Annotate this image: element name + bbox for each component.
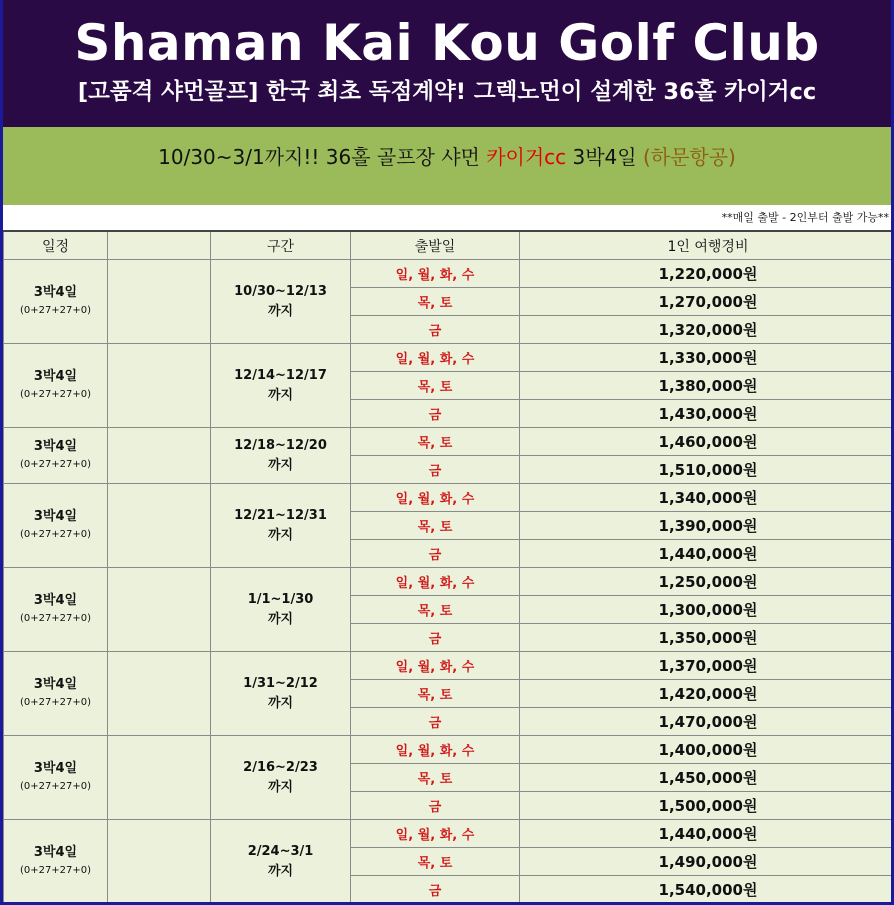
- header-departure: 출발일: [351, 231, 520, 260]
- schedule-breakdown: (0+27+27+0): [19, 304, 92, 316]
- promo-banner: [3, 127, 891, 205]
- price-cell: 1,470,000원: [520, 708, 894, 736]
- schedule-cell: [4, 568, 108, 652]
- period-suffix: 까지: [267, 527, 294, 543]
- table-header-row: [4, 231, 894, 260]
- schedule-days: 3박4일: [33, 676, 78, 692]
- schedule-days: 3박4일: [33, 438, 78, 454]
- schedule-cell: [4, 820, 108, 904]
- departure-days-cell: 금: [351, 400, 520, 428]
- period-suffix: 까지: [267, 695, 294, 711]
- table-row: [4, 652, 894, 680]
- period-cell: [211, 736, 351, 820]
- blank-cell: [108, 428, 211, 484]
- period-range: 12/14~12/17: [234, 367, 327, 383]
- price-cell: 1,220,000원: [520, 260, 894, 288]
- period-range: 10/30~12/13: [234, 283, 327, 299]
- schedule-breakdown: (0+27+27+0): [19, 528, 92, 540]
- departure-days-cell: 금: [351, 316, 520, 344]
- period-cell: [211, 652, 351, 736]
- table-row: [4, 260, 894, 288]
- price-cell: 1,540,000원: [520, 876, 894, 904]
- page-title: Shaman Kai Kou Golf Club: [74, 14, 820, 72]
- departure-days-cell: 일, 월, 화, 수: [351, 736, 520, 764]
- departure-days-cell: 목, 토: [351, 764, 520, 792]
- price-cell: 1,510,000원: [520, 456, 894, 484]
- schedule-breakdown: (0+27+27+0): [19, 864, 92, 876]
- header: [3, 0, 891, 127]
- period-suffix: 까지: [267, 779, 294, 795]
- departure-days-cell: 일, 월, 화, 수: [351, 484, 520, 512]
- schedule-breakdown: (0+27+27+0): [19, 780, 92, 792]
- price-cell: 1,350,000원: [520, 624, 894, 652]
- blank-cell: [108, 344, 211, 428]
- banner-middle: 3박4일: [566, 145, 643, 169]
- price-cell: 1,490,000원: [520, 848, 894, 876]
- blank-cell: [108, 820, 211, 904]
- table-row: [4, 820, 894, 848]
- period-range: 12/18~12/20: [234, 437, 327, 453]
- price-cell: 1,440,000원: [520, 540, 894, 568]
- schedule-days: 3박4일: [33, 284, 78, 300]
- price-table: [3, 230, 894, 904]
- schedule-cell: [4, 484, 108, 568]
- price-cell: 1,330,000원: [520, 344, 894, 372]
- departure-days-cell: 일, 월, 화, 수: [351, 820, 520, 848]
- period-range: 1/31~2/12: [243, 675, 318, 691]
- header-price: 1인 여행경비: [520, 231, 894, 260]
- departure-days-cell: 목, 토: [351, 596, 520, 624]
- price-cell: 1,300,000원: [520, 596, 894, 624]
- price-cell: 1,440,000원: [520, 820, 894, 848]
- schedule-cell: [4, 736, 108, 820]
- period-range: 2/16~2/23: [243, 759, 318, 775]
- price-cell: 1,380,000원: [520, 372, 894, 400]
- price-cell: 1,370,000원: [520, 652, 894, 680]
- blank-cell: [108, 736, 211, 820]
- price-cell: 1,450,000원: [520, 764, 894, 792]
- table-row: [4, 736, 894, 764]
- departure-days-cell: 금: [351, 708, 520, 736]
- table-row: [4, 568, 894, 596]
- departure-days-cell: 일, 월, 화, 수: [351, 344, 520, 372]
- schedule-cell: [4, 344, 108, 428]
- blank-cell: [108, 260, 211, 344]
- header-period: 구간: [211, 231, 351, 260]
- period-cell: [211, 568, 351, 652]
- schedule-days: 3박4일: [33, 844, 78, 860]
- departure-days-cell: 목, 토: [351, 428, 520, 456]
- departure-days-cell: 목, 토: [351, 372, 520, 400]
- schedule-breakdown: (0+27+27+0): [19, 612, 92, 624]
- blank-cell: [108, 484, 211, 568]
- table-row: [4, 428, 894, 456]
- departure-days-cell: 일, 월, 화, 수: [351, 568, 520, 596]
- departure-days-cell: 목, 토: [351, 512, 520, 540]
- period-suffix: 까지: [267, 457, 294, 473]
- price-cell: 1,390,000원: [520, 512, 894, 540]
- departure-days-cell: 일, 월, 화, 수: [351, 652, 520, 680]
- banner-prefix: 10/30~3/1까지!! 36홀 골프장 샤먼: [158, 145, 487, 169]
- banner-highlight: 카이거cc: [486, 145, 567, 169]
- period-cell: [211, 260, 351, 344]
- departure-notice: **매일 출발 - 2인부터 출발 가능**: [721, 211, 889, 224]
- period-cell: [211, 820, 351, 904]
- price-cell: 1,500,000원: [520, 792, 894, 820]
- departure-days-cell: 금: [351, 540, 520, 568]
- schedule-days: 3박4일: [33, 508, 78, 524]
- departure-days-cell: 금: [351, 624, 520, 652]
- price-cell: 1,320,000원: [520, 316, 894, 344]
- schedule-cell: [4, 260, 108, 344]
- price-cell: 1,430,000원: [520, 400, 894, 428]
- schedule-cell: [4, 428, 108, 484]
- departure-days-cell: 목, 토: [351, 288, 520, 316]
- table-row: [4, 344, 894, 372]
- price-cell: 1,250,000원: [520, 568, 894, 596]
- banner-airline: (하문항공): [642, 145, 736, 169]
- blank-cell: [108, 652, 211, 736]
- schedule-days: 3박4일: [33, 592, 78, 608]
- price-cell: 1,460,000원: [520, 428, 894, 456]
- period-range: 12/21~12/31: [234, 507, 327, 523]
- period-cell: [211, 428, 351, 484]
- period-cell: [211, 484, 351, 568]
- price-cell: 1,400,000원: [520, 736, 894, 764]
- departure-days-cell: 금: [351, 456, 520, 484]
- schedule-days: 3박4일: [33, 760, 78, 776]
- departure-days-cell: 금: [351, 792, 520, 820]
- departure-days-cell: 금: [351, 876, 520, 904]
- period-suffix: 까지: [267, 611, 294, 627]
- schedule-breakdown: (0+27+27+0): [19, 388, 92, 400]
- departure-days-cell: 목, 토: [351, 680, 520, 708]
- table-row: [4, 484, 894, 512]
- header-schedule: 일정: [4, 231, 108, 260]
- period-suffix: 까지: [267, 863, 294, 879]
- period-cell: [211, 344, 351, 428]
- price-cell: 1,270,000원: [520, 288, 894, 316]
- schedule-breakdown: (0+27+27+0): [19, 458, 92, 470]
- schedule-breakdown: (0+27+27+0): [19, 696, 92, 708]
- schedule-cell: [4, 652, 108, 736]
- period-range: 2/24~3/1: [247, 843, 314, 859]
- period-range: 1/1~1/30: [247, 591, 314, 607]
- period-suffix: 까지: [267, 387, 294, 403]
- schedule-days: 3박4일: [33, 368, 78, 384]
- departure-days-cell: 목, 토: [351, 848, 520, 876]
- price-table-body: [4, 260, 894, 904]
- price-cell: 1,420,000원: [520, 680, 894, 708]
- header-blank: [108, 231, 211, 260]
- page-subtitle: [고품격 샤먼골프] 한국 최초 독점계약! 그렉노먼이 설계한 36홀 카이거cc: [77, 79, 817, 105]
- price-cell: 1,340,000원: [520, 484, 894, 512]
- blank-cell: [108, 568, 211, 652]
- period-suffix: 까지: [267, 303, 294, 319]
- departure-days-cell: 일, 월, 화, 수: [351, 260, 520, 288]
